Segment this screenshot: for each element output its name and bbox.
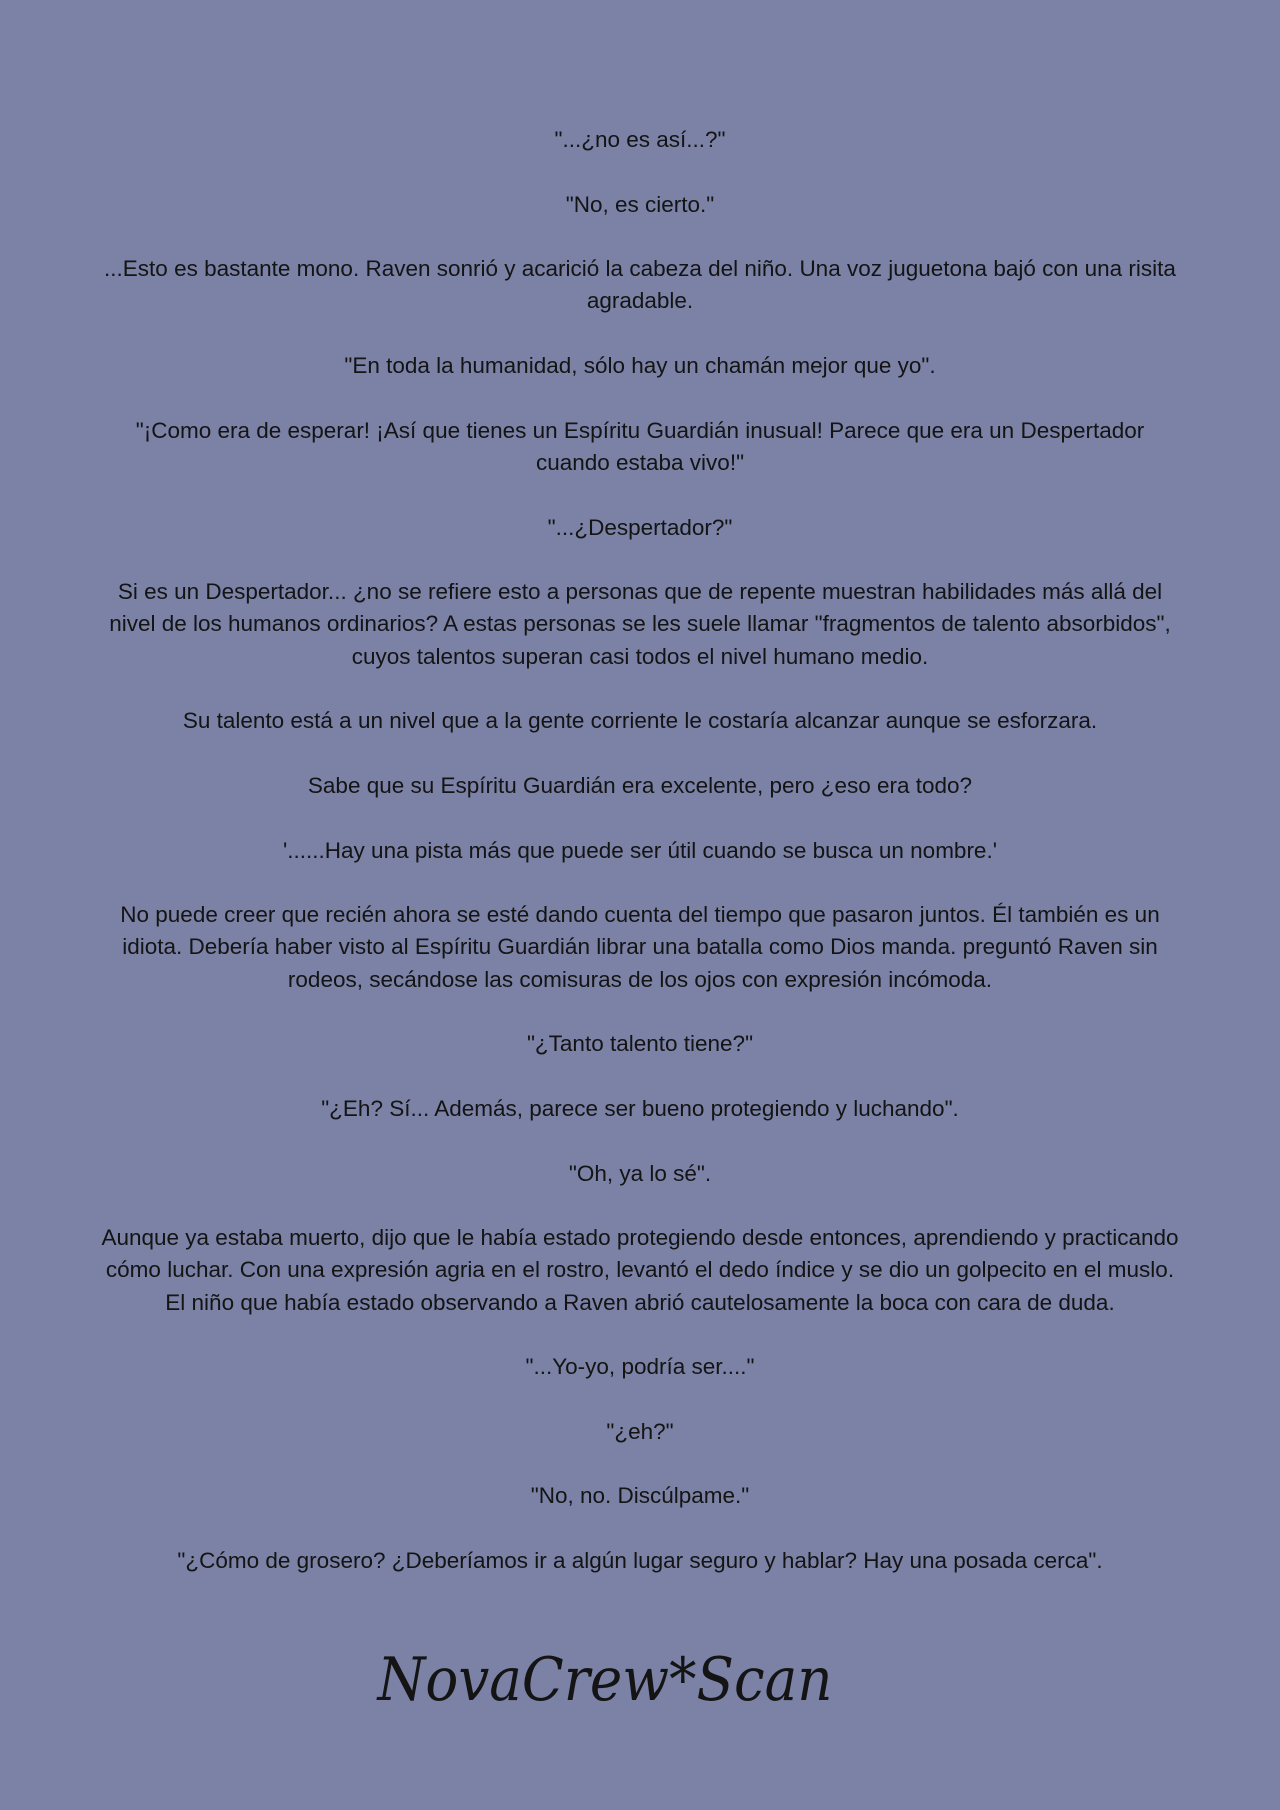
paragraph: "Oh, ya lo sé". [568, 1160, 712, 1186]
paragraph: Si es un Despertador... ¿no se refiere esto a personas que de repente muestran habilidades más allá del nivel de los humanos ordinarios? A estas personas se les suele llamar "fragmentos de talento absorbidos", cuyos talentos superan casi todos el nivel humano medio. [109, 579, 1171, 669]
paragraph: "¿eh?" [606, 1418, 674, 1444]
paragraph: "¡Como era de esperar! ¡Así que tienes un Espíritu Guardián inusual! Parece que era un Despertador cuando estaba vivo!" [135, 417, 1145, 475]
paragraph: Su talento está a un nivel que a la gente corriente le costaría alcanzar aunque se esforzara. [182, 708, 1098, 734]
paragraph: Aunque ya estaba muerto, dijo que le había estado protegiendo desde entonces, aprendiendo y practicando cómo luchar. Con una expresión agria en el rostro, levantó el dedo índice y se dio un golpecito en el muslo. El niño que había estado observando a Raven abrió cautelosamente la boca con cara de duda. [101, 1225, 1179, 1315]
paragraph: "...¿Despertador?" [547, 514, 733, 540]
paragraph: "...¿no es así...?" [554, 127, 726, 152]
paragraph: Sabe que su Espíritu Guardián era excelente, pero ¿eso era todo? [307, 772, 973, 798]
paragraph: "¿Cómo de grosero? ¿Deberíamos ir a algún lugar seguro y hablar? Hay una posada cerca". [177, 1548, 1103, 1574]
paragraph: '......Hay una pista más que puede ser útil cuando se busca un nombre.' [282, 837, 997, 863]
paragraph: "No, no. Discúlpame." [530, 1483, 750, 1509]
paragraph: "¿Tanto talento tiene?" [526, 1031, 754, 1057]
paragraph: "En toda la humanidad, sólo hay un chamán mejor que yo". [344, 353, 936, 379]
paragraph: "¿Eh? Sí... Además, parece ser bueno protegiendo y luchando". [321, 1095, 959, 1121]
paragraph: "No, es cierto." [565, 191, 715, 217]
scanlator-signature [370, 1640, 840, 1720]
signature-text: NovaCrew*Scan [375, 1645, 833, 1715]
paragraph: ...Esto es bastante mono. Raven sonrió y acarició la cabeza del niño. Una voz juguetona bajó con una risita agradable. [104, 256, 1176, 314]
paragraph: No puede creer que recién ahora se esté dando cuenta del tiempo que pasaron juntos. Él también es un idiota. Debería haber visto al Espíritu Guardián librar una batalla como Dios manda. preguntó Raven sin rodeos, secándose las comisuras de los ojos con expresión incómoda. [120, 902, 1160, 992]
chapter-text [100, 124, 1180, 1610]
paragraph: "...Yo-yo, podría ser...." [525, 1354, 755, 1380]
